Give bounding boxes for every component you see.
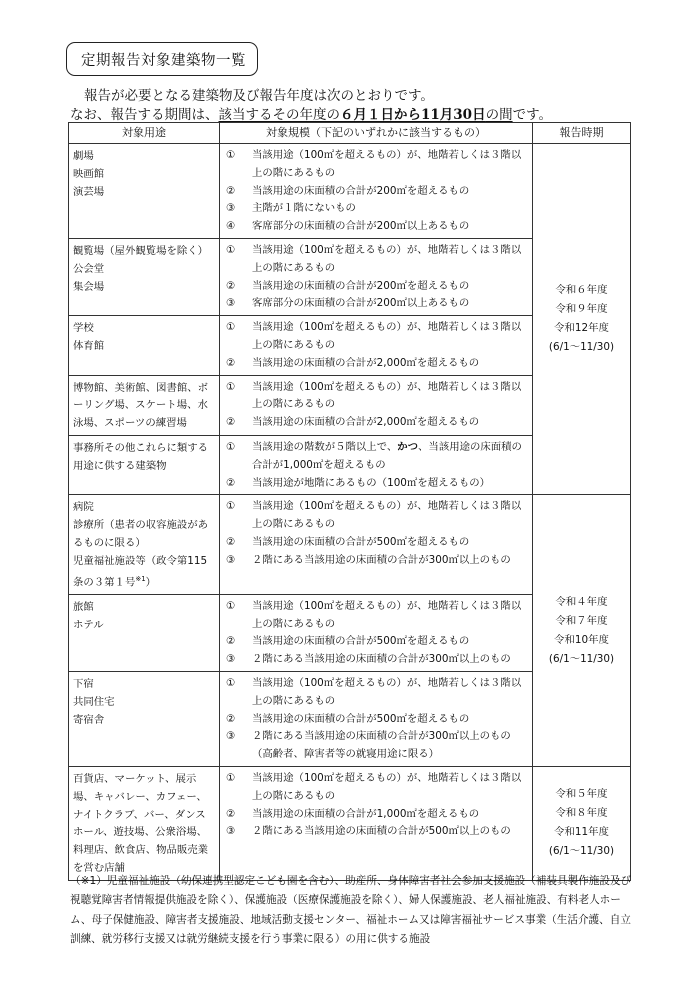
scale-cell [220,375,533,435]
intro-line-2: なお、報告する期間は、該当するその年度の６月１日から11月30日の間です。 [70,107,552,123]
use-cell: 病院 診療所（患者の収容施設があるものに限る） 児童福祉施設等（政令第115条の３第１号$^{※1}$） [69,495,220,594]
table-row [69,495,631,594]
scale-item: ② 当該用途の床面積の合計が500㎡を超えるもの [226,712,470,725]
use-cell: 学校 体育館 [69,316,220,375]
scale-item: ③ ２階にある当該用途の床面積の合計が300㎡以上のもの [226,553,511,566]
scale-cell [220,316,533,375]
scale-item: ② 当該用途の床面積の合計が2,000㎡を超えるもの [226,356,480,369]
use-cell: 下宿 共同住宅 寄宿舎 [69,671,220,766]
scale-item: ① 当該用途（100㎡を超えるもの）が、地階若しくは３階以上の階にあるもの [226,321,522,351]
header-use: 対象用途 [69,123,220,144]
scale-item: ② 当該用途の床面積の合計が2,000㎡を超えるもの [226,416,480,429]
scale-item: ① 当該用途（100㎡を超えるもの）が、地階若しくは３階以上の階にあるもの [226,771,522,802]
scale-cell [220,594,533,671]
scale-cell [220,495,533,594]
period-cell: 令和５年度 令和８年度 令和11年度 (6/1～11/30) [533,766,631,880]
scale-item: ③ ２階にある当該用途の床面積の合計が300㎡以上のもの（高齢者、障害者等の就寝用途に限る） [226,730,511,761]
scale-item: ② 当該用途が地階にあるもの（100㎡を超えるもの） [226,476,491,489]
scale-item: ② 当該用途の床面積の合計が500㎡を超えるもの [226,535,470,548]
target-building-table [68,122,631,881]
scale-cell [220,238,533,315]
scale-item: ③ 客席部分の床面積の合計が200㎡以上あるもの [226,297,470,310]
scale-item: ① 当該用途（100㎡を超えるもの）が、地階若しくは３階以上の階にあるもの [226,500,522,531]
header-scale: 対象規模（下記のいずれかに該当するもの） [220,123,533,144]
footnote: （※1）児童福祉施設（幼保連携型認定こども園を含む）、助産所、身体障害者社会参加支援施設（補装具製作施設及び視聴覚障害者情報提供施設を除く）、保護施設（医療保護施設を除く）、婦人保護施設、老人福祉施設、有料老人ホーム、母子保健施設、障害者支援施設、地域活動支援センター、福祉ホーム又は障害福祉サービス事業（生活介護、自立訓練、就労移行支援又は就労継続支援を行う事業に限る）の用に供する施設 [70,875,632,946]
scale-item: ① 当該用途（100㎡を超えるもの）が、地階若しくは３階以上の階にあるもの [226,599,522,630]
scale-cell [220,144,533,239]
scale-item: ③ ２階にある当該用途の床面積の合計が500㎡以上のもの [226,825,511,838]
use-cell: 事務所その他これらに類する用途に供する建築物 [69,435,220,494]
scale-item: ③ ２階にある当該用途の床面積の合計が300㎡以上のもの [226,653,511,666]
scale-item: ① 当該用途（100㎡を超えるもの）が、地階若しくは３階以上の階にあるもの [226,149,522,179]
scale-item: ② 当該用途の床面積の合計が200㎡を超えるもの [226,279,470,292]
use-cell: 博物館、美術館、図書館、ボーリング場、スケート場、水泳場、スポーツの練習場 [69,375,220,435]
table-row [69,144,631,239]
scale-item: ③ 主階が１階にないもの [226,202,356,215]
scale-item: ④ 客席部分の床面積の合計が200㎡以上あるもの [226,220,470,233]
page-title: 定期報告対象建築物一覧 [66,42,258,76]
scale-item: ② 当該用途の床面積の合計が1,000㎡を超えるもの [226,807,480,820]
scale-item: ① 当該用途（100㎡を超えるもの）が、地階若しくは３階以上の階にあるもの [226,676,522,707]
header-period: 報告時期 [533,123,631,144]
use-cell: 観覧場（屋外観覧場を除く） 公会堂 集会場 [69,238,220,315]
period-cell: 令和４年度 令和７年度 令和10年度 (6/1～11/30) [533,495,631,767]
use-cell: 百貨店、マーケット、展示場、キャバレー、カフェー、ナイトクラブ、バー、ダンスホール、遊技場、公衆浴場、料理店、飲食店、物品販売業を営む店舗 [69,766,220,880]
scale-cell [220,435,533,494]
use-cell: 旅館 ホテル [69,594,220,671]
scale-item: ① 当該用途（100㎡を超えるもの）が、地階若しくは３階以上の階にあるもの [226,243,522,274]
table-row [69,766,631,880]
scale-item: ① 当該用途の階数が５階以上で、かつ、当該用途の床面積の合計が1,000㎡を超えるもの [226,440,522,471]
table-header-row [69,123,631,144]
scale-cell [220,671,533,766]
scale-item: ② 当該用途の床面積の合計が500㎡を超えるもの [226,635,470,648]
use-cell: 劇場 映画館 演芸場 [69,144,220,239]
scale-item: ② 当該用途の床面積の合計が200㎡を超えるもの [226,184,470,197]
scale-item: ① 当該用途（100㎡を超えるもの）が、地階若しくは３階以上の階にあるもの [226,380,522,411]
scale-cell [220,766,533,880]
intro-line-1: 報告が必要となる建築物及び報告年度は次のとおりです。 [84,88,434,104]
period-cell: 令和６年度 令和９年度 令和12年度 (6/1～11/30) [533,144,631,495]
